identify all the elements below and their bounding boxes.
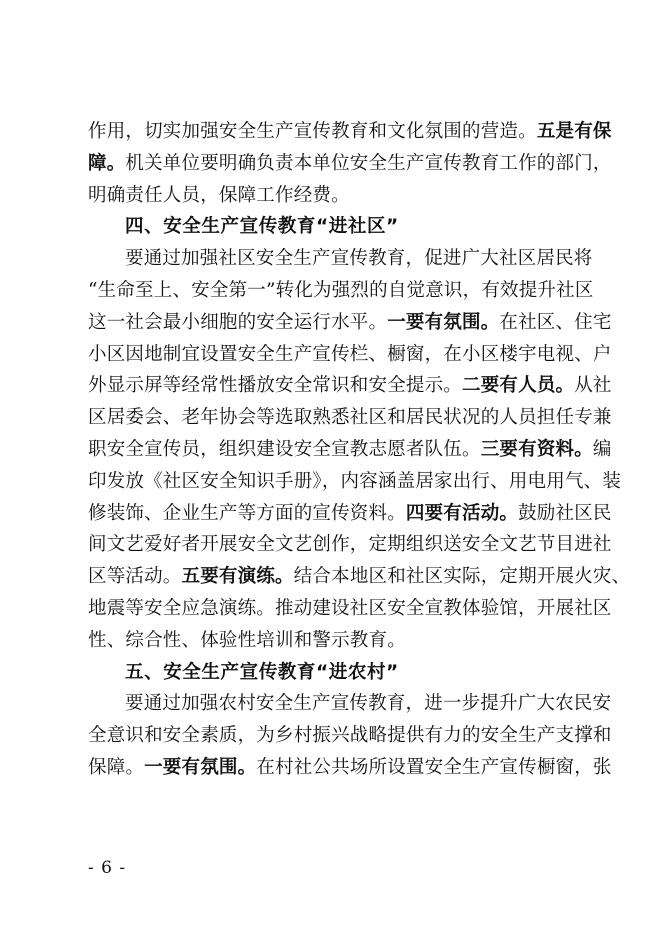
text-run: 区居委会、老年协会等选取熟悉社区和居民状况的人员担任专兼: [88, 407, 612, 429]
text-line: [88, 593, 612, 625]
text-run: 修装饰、企业生产等方面的宣传资料。: [88, 502, 406, 524]
section-heading: 五、安全生产宣传教育“进农村”: [125, 661, 399, 683]
text-run: 机关单位要明确负责本单位安全生产宣传教育工作的部门，: [125, 152, 612, 174]
text-run: 鼓励社区民: [518, 502, 612, 524]
text-line: [88, 307, 612, 339]
bold-phrase: 三要有资料。: [480, 438, 593, 460]
bold-phrase: 一要有氛围。: [144, 756, 257, 778]
text-run: 要通过加强社区安全生产宣传教育，促进广大社区居民将: [125, 248, 593, 270]
page-number: - 6 -: [88, 858, 127, 878]
text-run: 性、综合性、体验性培训和警示教育。: [88, 629, 406, 651]
text-run: 全意识和安全素质，为乡村振兴战略提供有力的安全生产支撑和: [88, 725, 612, 747]
bold-phrase: 障。: [88, 152, 126, 174]
text-run: 在村社公共场所设置安全生产宣传橱窗，张: [256, 756, 612, 778]
text-line: [88, 561, 631, 593]
text-run: 这一社会最小细胞的安全运行水平。: [88, 311, 388, 333]
text-line: [88, 466, 622, 498]
text-line: [88, 688, 612, 720]
text-run: 在社区、住宅: [499, 311, 612, 333]
text-run: 地震等安全应急演练。推动建设社区安全宣教体验馆，开展社区: [88, 597, 612, 619]
text-run: 小区因地制宜设置安全生产宣传栏、橱窗，在小区楼宇电视、户: [88, 343, 612, 365]
text-run: 保障。: [88, 756, 145, 778]
text-line: [88, 752, 612, 784]
text-line: [88, 180, 582, 212]
section-heading: 四、安全生产宣传教育“进社区”: [125, 216, 399, 238]
text-run: 要通过加强农村安全生产宣传教育，进一步提升广大农民安: [125, 693, 612, 715]
text-run: 区等活动。: [88, 566, 182, 588]
text-run: 外显示屏等经常性播放安全常识和安全提示。: [88, 375, 463, 397]
text-line: [88, 243, 593, 275]
text-run: 从社: [574, 375, 612, 397]
bold-phrase: 二要有人员。: [462, 375, 575, 397]
bold-phrase: 四要有活动。: [405, 502, 519, 524]
document-body: [88, 116, 631, 784]
text-line: [88, 148, 612, 180]
bold-phrase: 五要有演练。: [181, 566, 294, 588]
text-line: [88, 339, 612, 371]
text-run: 间文艺爱好者开展安全文艺创作，定期组织送安全文艺节目进社: [88, 534, 612, 556]
text-line: [88, 498, 612, 530]
text-line: [88, 116, 612, 148]
text-line: [88, 370, 612, 402]
text-line: [88, 275, 594, 307]
text-line: [88, 402, 612, 434]
text-line: [88, 625, 582, 657]
text-run: 职安全宣传员，组织建设安全宣教志愿者队伍。: [88, 438, 481, 460]
text-line: [88, 720, 612, 752]
text-run: 明确责任人员，保障工作经费。: [88, 184, 350, 206]
bold-phrase: 五是有保: [536, 121, 612, 142]
text-run: 编: [592, 438, 612, 460]
text-line: [88, 434, 612, 466]
text-run: 作用，切实加强安全生产宣传教育和文化氛围的营造。: [88, 121, 537, 142]
bold-phrase: 一要有氛围。: [387, 311, 500, 333]
text-run: 印发放《社区安全知识手册》，内容涵盖居家出行、用电用气、装: [88, 470, 622, 492]
text-run: “生命至上、安全第一”转化为强烈的自觉意识，有效提升社区: [88, 279, 594, 301]
text-run: 结合本地区和社区实际，定期开展火灾、: [293, 566, 631, 588]
text-line: [88, 529, 612, 561]
